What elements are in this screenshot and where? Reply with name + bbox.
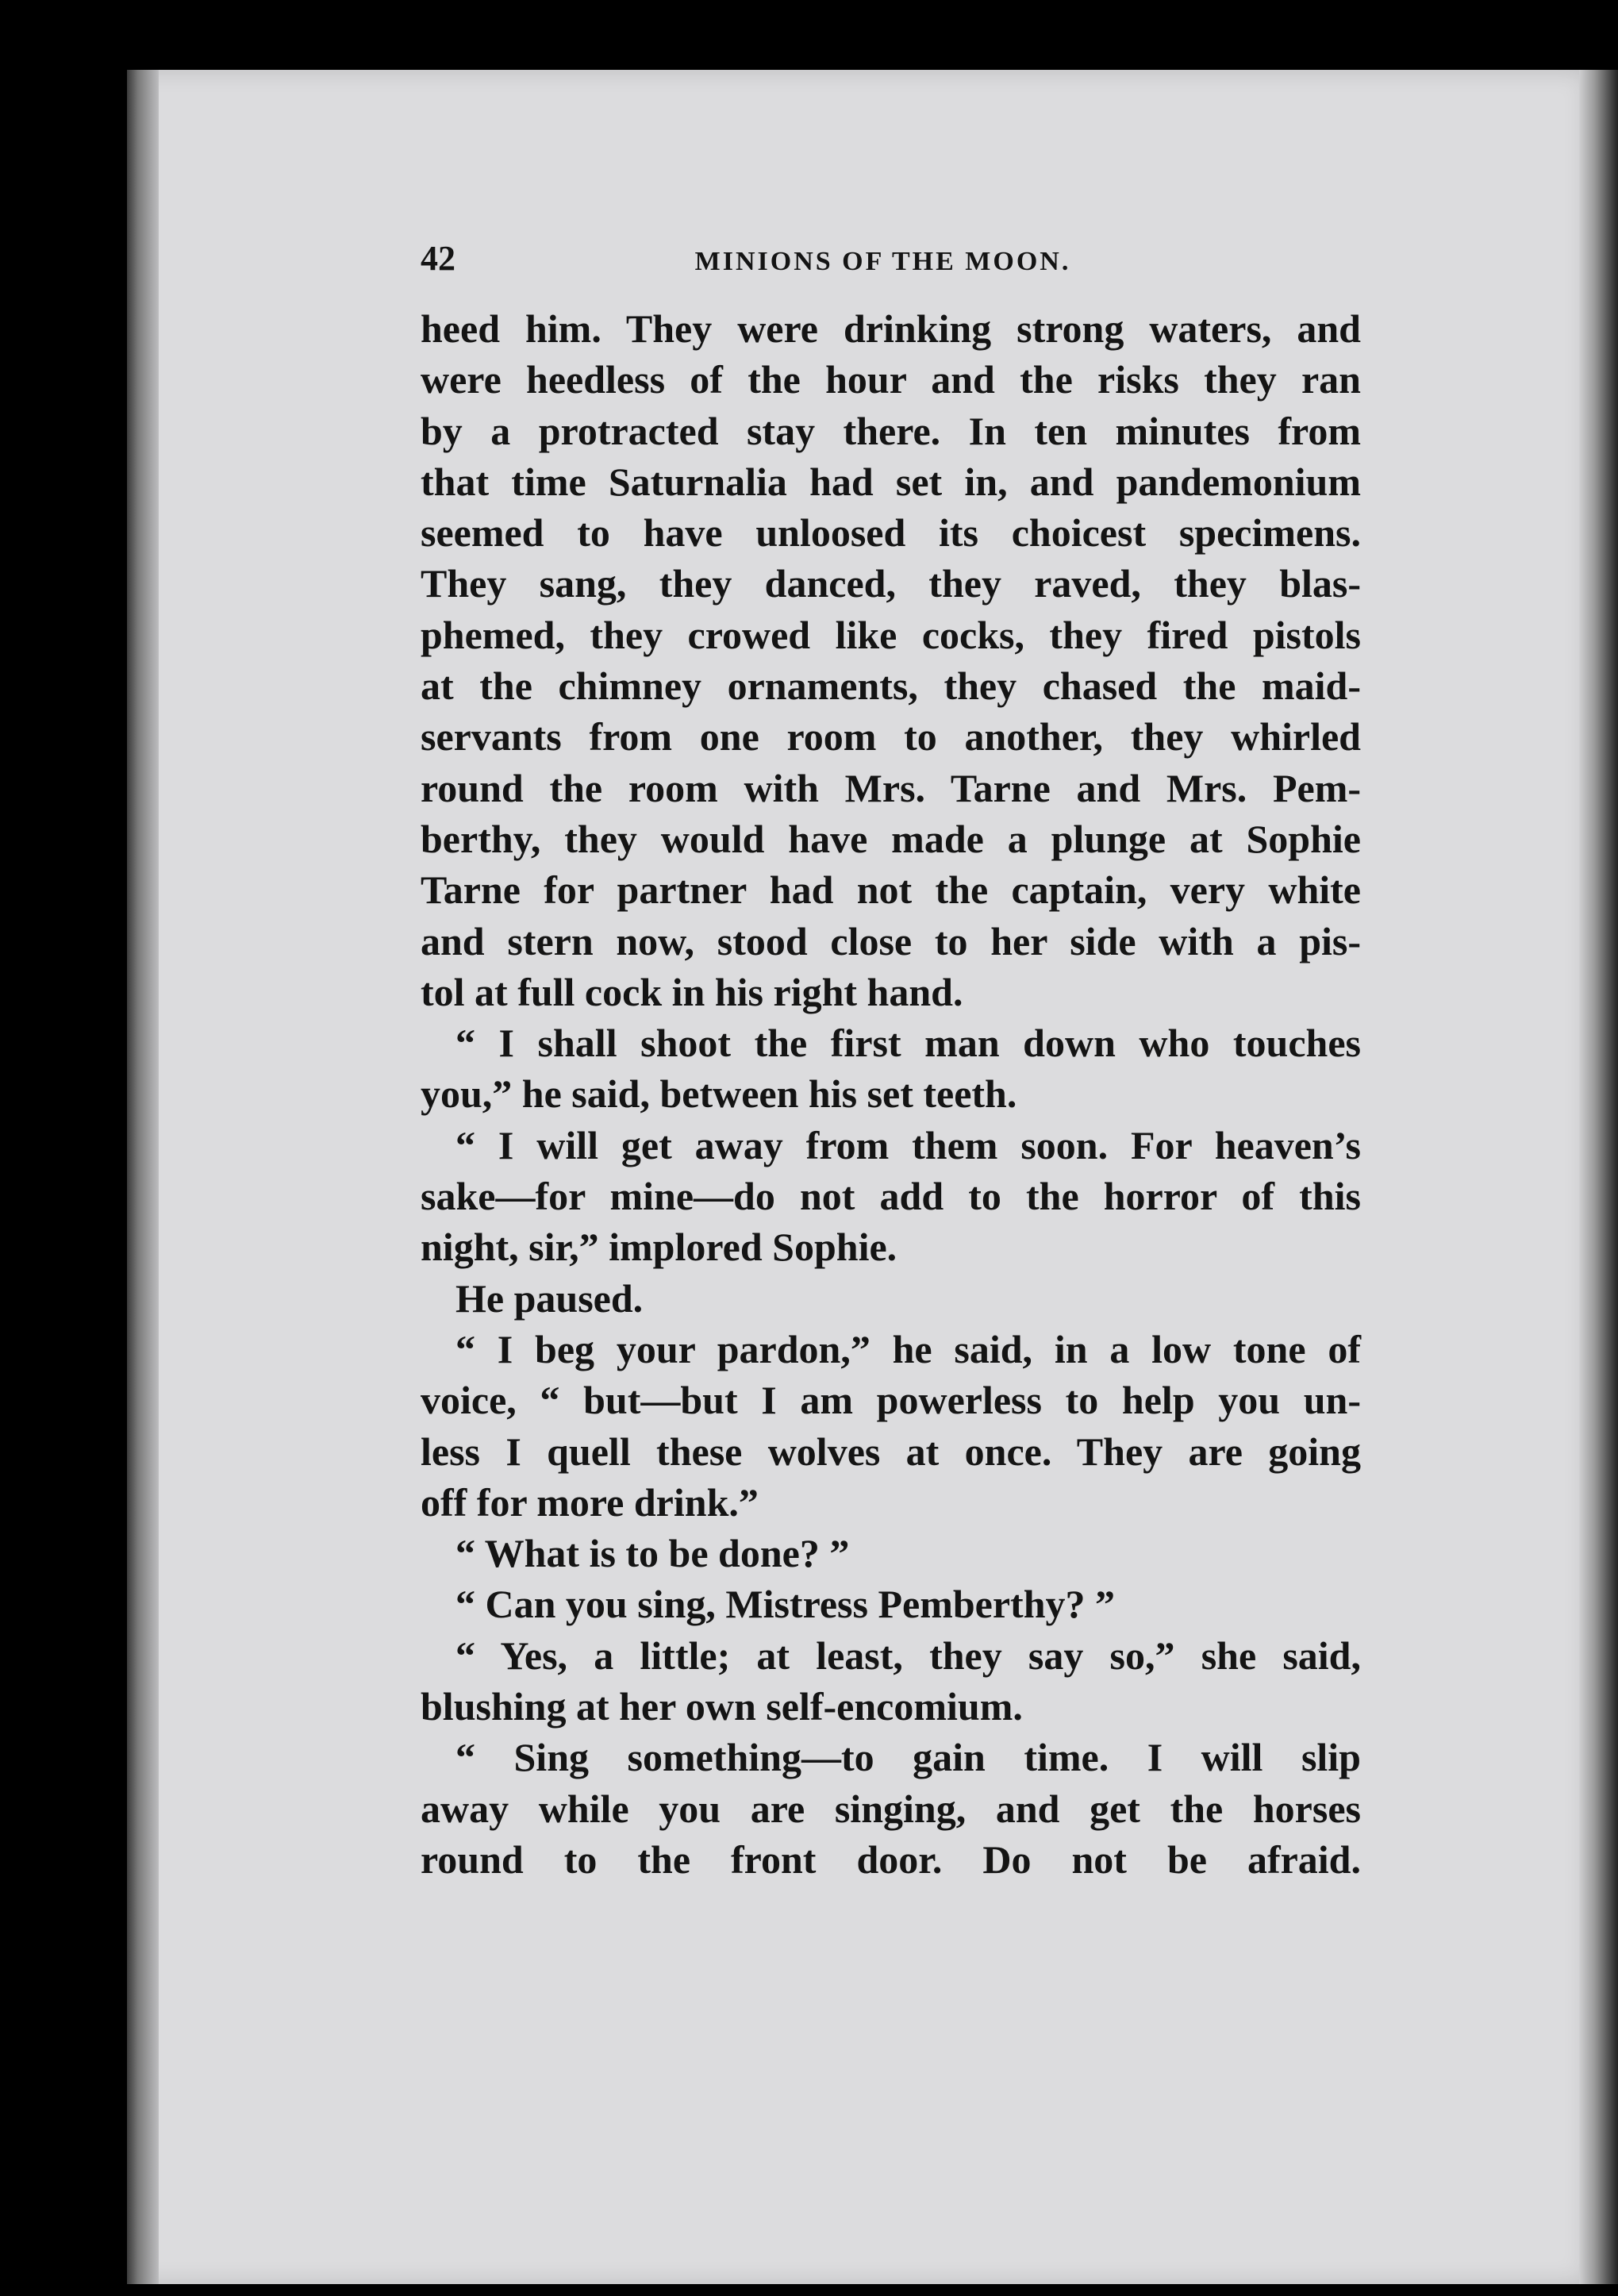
- text-line: blushing at her own self-encomium.: [421, 1684, 1023, 1729]
- text-block: [421, 238, 1361, 1885]
- text-line: less I quell these wolves at once. They are going: [421, 1429, 1361, 1474]
- text-line: tol at full cock in his right hand.: [421, 969, 963, 1014]
- text-line: off for more drink.”: [421, 1479, 759, 1525]
- text-line: phemed, they crowed like cocks, they fired pistols: [421, 612, 1361, 657]
- text-line: servants from one room to another, they whirled: [421, 714, 1361, 760]
- text-line: They sang, they danced, they raved, they blas-: [421, 561, 1361, 606]
- text-line: round to the front door. Do not be afraid.: [421, 1836, 1361, 1882]
- text-line: night, sir,” implored Sophie.: [421, 1225, 897, 1270]
- text-line: you,” he said, between his set teeth.: [421, 1071, 1017, 1117]
- text-line: “ I beg your pardon,” he said, in a low tone of: [455, 1326, 1361, 1371]
- page-number: 42: [421, 239, 455, 278]
- text-line: away while you are singing, and get the horses: [421, 1786, 1361, 1831]
- text-line: heed him. They were drinking strong waters, and: [421, 306, 1361, 351]
- body-text: [421, 303, 1361, 1885]
- book-spine-edge: [127, 70, 159, 2284]
- text-line: “ Can you sing, Mistress Pemberthy? ”: [455, 1582, 1116, 1627]
- text-line: “ Yes, a little; at least, they say so,” she said,: [455, 1633, 1361, 1678]
- page-right-edge: [1579, 70, 1618, 2284]
- text-line: were heedless of the hour and the risks they ran: [421, 357, 1361, 402]
- text-line: at the chimney ornaments, they chased the maid-: [421, 663, 1361, 709]
- running-head: [421, 238, 1361, 286]
- text-line: and stern now, stood close to her side with a pis-: [421, 918, 1361, 963]
- text-line: that time Saturnalia had set in, and pandemonium: [421, 459, 1361, 504]
- text-line: round the room with Mrs. Tarne and Mrs. Pem-: [421, 765, 1361, 810]
- text-line: “ Sing something—to gain time. I will slip: [455, 1735, 1361, 1780]
- text-line: He paused.: [455, 1275, 644, 1321]
- text-line: “ I shall shoot the first man down who touches: [455, 1021, 1361, 1066]
- text-line: “ I will get away from them soon. For heaven’s: [455, 1122, 1361, 1167]
- text-line: Tarne for partner had not the captain, very white: [421, 867, 1361, 913]
- text-line: sake—for mine—do not add to the horror of this: [421, 1174, 1361, 1219]
- text-line: “ What is to be done? ”: [455, 1531, 850, 1576]
- text-line: berthy, they would have made a plunge at Sophie: [421, 816, 1361, 861]
- text-line: by a protracted stay there. In ten minutes from: [421, 408, 1361, 453]
- text-line: voice, “ but—but I am powerless to help you un-: [421, 1378, 1361, 1423]
- text-line: seemed to have unloosed its choicest specimens.: [421, 510, 1361, 556]
- running-head-title: MINIONS OF THE MOON.: [694, 247, 1071, 276]
